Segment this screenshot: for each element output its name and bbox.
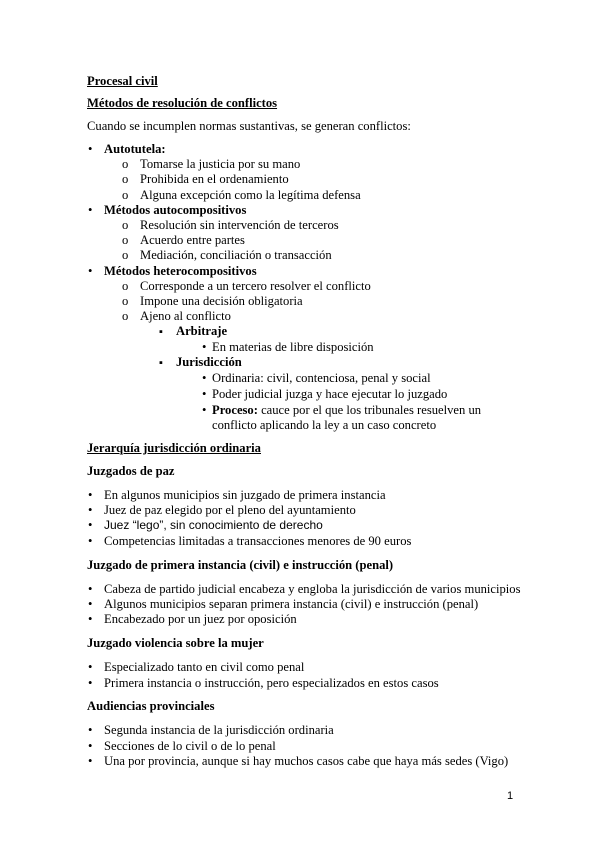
list-item: Acuerdo entre partes	[140, 233, 245, 247]
list-item: En algunos municipios sin juzgado de primera instancia	[104, 488, 386, 502]
proceso-label: Proceso:	[212, 403, 258, 417]
subheading-audiencias: Audiencias provinciales	[87, 699, 215, 713]
list-item: Corresponde a un tercero resolver el conflicto	[140, 279, 371, 293]
document-title: Procesal civil	[87, 74, 158, 88]
subheading-violencia: Juzgado violencia sobre la mujer	[87, 636, 264, 650]
list-item: Juez de paz elegido por el pleno del ayuntamiento	[104, 503, 356, 517]
circle-bullet-icon	[122, 294, 128, 309]
circle-bullet-icon	[122, 309, 128, 324]
bullet-icon	[88, 754, 92, 769]
section-heading-jerarquia: Jerarquía jurisdicción ordinaria	[87, 441, 261, 455]
bullet-icon	[88, 142, 92, 157]
list-item: Ordinaria: civil, contenciosa, penal y social	[212, 371, 431, 385]
bullet-icon	[88, 597, 92, 612]
circle-bullet-icon	[122, 157, 128, 172]
list-item: En materias de libre disposición	[212, 340, 374, 354]
bullet-icon	[88, 660, 92, 675]
list-item: Ajeno al conflicto	[140, 309, 231, 323]
circle-bullet-icon	[122, 233, 128, 248]
section-heading-metodos: Métodos de resolución de conflictos	[87, 96, 278, 110]
bullet-icon	[88, 503, 92, 518]
circle-bullet-icon	[122, 188, 128, 203]
bullet-icon	[88, 723, 92, 738]
list-item: Alguna excepción como la legítima defensa	[140, 188, 361, 202]
proceso-text: cauce por el que los tribunales resuelven un	[257, 403, 482, 417]
list-item: Juez “lego”, sin conocimiento de derecho	[104, 518, 323, 532]
bullet-icon	[88, 676, 92, 691]
list-item: Una por provincia, aunque si hay muchos casos cabe que haya más sedes (Vigo)	[104, 754, 509, 768]
bullet-icon	[88, 534, 92, 549]
autotutela-label: Autotutela:	[104, 142, 166, 156]
list-item: Cabeza de partido judicial encabeza y engloba la jurisdicción de varios municipios	[104, 582, 521, 596]
list-item: Poder judicial juzga y hace ejecutar lo juzgado	[212, 387, 448, 401]
circle-bullet-icon	[122, 279, 128, 294]
square-bullet-icon	[159, 324, 163, 340]
page-number: 1	[507, 790, 514, 802]
bullet-icon	[88, 264, 92, 279]
circle-bullet-icon	[122, 218, 128, 233]
bullet-icon	[202, 340, 206, 355]
bullet-icon	[88, 739, 92, 754]
square-bullet-icon	[159, 355, 163, 371]
bullet-icon	[202, 403, 206, 418]
subheading-primera-instancia: Juzgado de primera instancia (civil) e instrucción (penal)	[87, 558, 394, 572]
heterocompositivos-label: Métodos heterocompositivos	[104, 264, 257, 278]
list-item: Impone una decisión obligatoria	[140, 294, 303, 308]
list-item: Primera instancia o instrucción, pero especializados en estos casos	[104, 676, 439, 690]
bullet-icon	[88, 488, 92, 503]
jurisdiccion-label: Jurisdicción	[176, 355, 242, 369]
list-item: Algunos municipios separan primera instancia (civil) e instrucción (penal)	[104, 597, 479, 611]
proceso-item	[212, 403, 481, 418]
list-item: Prohibida en el ordenamiento	[140, 172, 289, 186]
list-item: Tomarse la justicia por su mano	[140, 157, 301, 171]
proceso-continuation: conflicto aplicando la ley a un caso concreto	[212, 418, 437, 432]
list-item: Resolución sin intervención de terceros	[140, 218, 339, 232]
arbitraje-label: Arbitraje	[176, 324, 228, 338]
bullet-icon	[202, 371, 206, 386]
bullet-icon	[88, 203, 92, 218]
list-item: Mediación, conciliación o transacción	[140, 248, 332, 262]
list-item: Especializado tanto en civil como penal	[104, 660, 305, 674]
list-item: Secciones de lo civil o de lo penal	[104, 739, 276, 753]
circle-bullet-icon	[122, 248, 128, 263]
list-item: Competencias limitadas a transacciones menores de 90 euros	[104, 534, 412, 548]
bullet-icon	[88, 612, 92, 627]
bullet-icon	[88, 518, 92, 533]
bullet-icon	[88, 582, 92, 597]
list-item: Segunda instancia de la jurisdicción ordinaria	[104, 723, 334, 737]
circle-bullet-icon	[122, 172, 128, 187]
intro-text: Cuando se incumplen normas sustantivas, se generan conflictos:	[87, 119, 411, 133]
subheading-paz: Juzgados de paz	[87, 464, 175, 478]
autocompositivos-label: Métodos autocompositivos	[104, 203, 247, 217]
list-item: Encabezado por un juez por oposición	[104, 612, 297, 626]
bullet-icon	[202, 387, 206, 402]
